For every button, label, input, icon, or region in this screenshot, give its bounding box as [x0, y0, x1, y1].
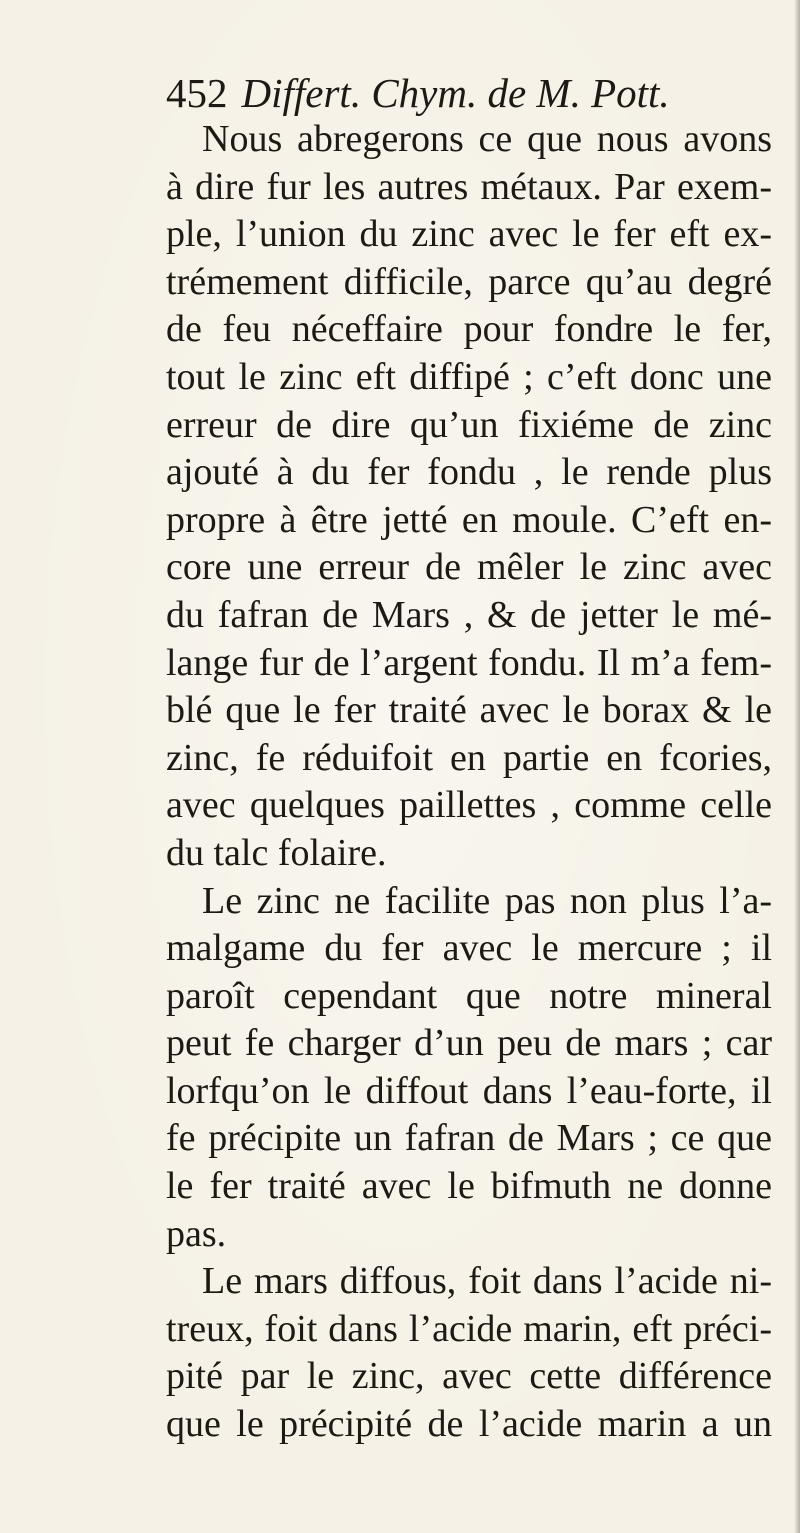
text-line: tout le zinc eft diffipé ; c’eft donc une [166, 355, 772, 398]
page-number: 452 [166, 70, 228, 116]
text-line: Le mars diffous, foit dans l’acide ni- [202, 1260, 772, 1303]
running-head [166, 68, 670, 118]
text-line: de feu néceffaire pour fondre le fer, [166, 308, 772, 351]
text-line: trémement difficile, parce qu’au degré [166, 260, 772, 303]
page-edge-shadow [794, 0, 800, 1533]
text-line: propre à être jetté en moule. C’eft en- [166, 498, 772, 541]
text-line: malgame du fer avec le mercure ; il [166, 927, 772, 970]
text-line: zinc, fe réduifoit en partie en fcories, [166, 736, 772, 779]
text-line: ple, l’union du zinc avec le fer eft ex- [166, 213, 772, 256]
running-title: Differt. Chym. de M. Pott. [241, 70, 670, 116]
body-text [166, 116, 772, 1449]
text-line: pité par le zinc, avec cette différence [166, 1355, 772, 1398]
text-line: blé que le fer traité avec le borax & le [166, 689, 772, 732]
text-line: erreur de dire qu’un fixiéme de zinc [166, 403, 772, 446]
text-line: ajouté à du fer fondu , le rende plus [166, 451, 772, 494]
text-line: Le zinc ne facilite pas non plus l’a- [202, 879, 772, 922]
text-line: Nous abregerons ce que nous avons [202, 118, 772, 160]
text-line: treux, foit dans l’acide marin, eft préci- [166, 1307, 772, 1350]
text-line: du talc folaire. [166, 831, 387, 874]
text-line: pas. [166, 1212, 227, 1255]
text-line: le fer traité avec le bifmuth ne donne [166, 1165, 772, 1208]
text-line: lange fur de l’argent fondu. Il m’a fem- [166, 641, 772, 684]
text-line: à dire fur les autres métaux. Par exem- [166, 165, 772, 208]
text-line: core une erreur de mêler le zinc avec [166, 546, 772, 589]
text-line: avec quelques paillettes , comme celle [166, 784, 772, 827]
text-line: fe précipite un fafran de Mars ; ce que [166, 1117, 772, 1160]
text-line: peut fe charger d’un peu de mars ; car [166, 1022, 772, 1065]
text-line: que le précipité de l’acide marin a un [166, 1403, 772, 1446]
text-line: paroît cependant que notre mineral [166, 974, 772, 1017]
text-line: du fafran de Mars , & de jetter le mé- [166, 593, 772, 636]
text-line: lorfqu’on le diffout dans l’eau-forte, il [166, 1069, 772, 1112]
